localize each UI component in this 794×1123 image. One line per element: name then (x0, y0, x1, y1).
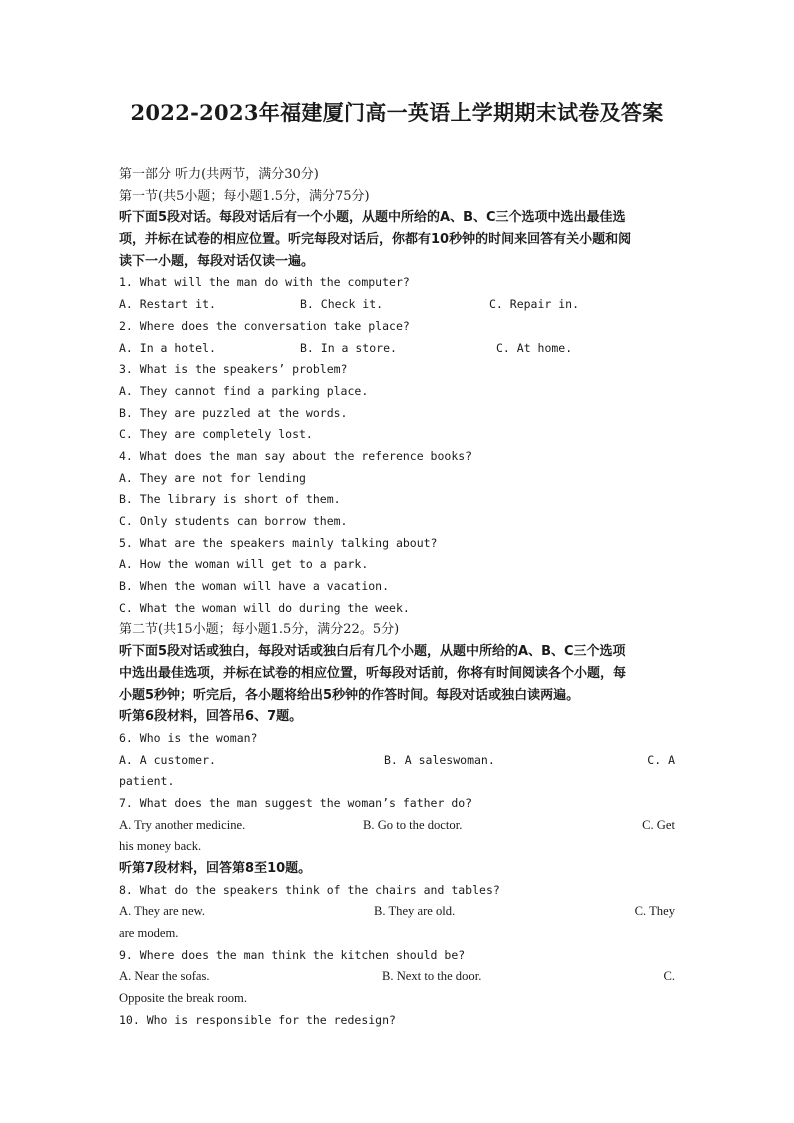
option-c: C. Only students can borrow them. (119, 514, 348, 528)
option-a: A. A customer. (119, 752, 216, 767)
option-a: A. They are new. (119, 904, 206, 919)
section2-instruction-line: 听下面5段对话或独白，每段对话或独白后有几个小题，从题中所给的A、B、C三个选项 (119, 644, 626, 660)
material-6-heading: 听第6段材料，回答吊6、7题。 (119, 709, 303, 725)
question-2-options (119, 338, 675, 360)
option-c: C. At home. (496, 340, 573, 355)
option-c: C. They are completely lost. (119, 427, 313, 442)
question-2-stem: 2. Where does the conversation take place? (119, 318, 410, 333)
option-c-continued: are modem. (119, 926, 179, 941)
option-b: B. Go to the doctor. (363, 817, 463, 832)
option-a: A. Restart it. (119, 297, 216, 312)
option-a: A. They are not for lending (119, 470, 306, 485)
question-1-stem: 1. What will the man do with the computer? (119, 275, 410, 290)
option-a: A. Near the sofas. (119, 969, 210, 984)
question-8-stem: 8. What do the speakers think of the chairs and tables? (119, 882, 500, 897)
question-4-stem: 4. What does the man say about the reference books? (119, 448, 473, 463)
section1-heading: 第一节(共5小题；每小题1.5分，满分75分) (119, 188, 370, 204)
question-9-options (119, 966, 675, 988)
document-body (119, 164, 675, 1032)
question-7-stem: 7. What does the man suggest the woman’s father do? (119, 795, 473, 810)
option-c-continued: Opposite the break room. (119, 991, 248, 1006)
option-b: B. They are puzzled at the words. (119, 405, 348, 420)
question-5-stem: 5. What are the speakers mainly talking about? (119, 535, 438, 550)
option-b: B. In a store. (300, 340, 397, 355)
question-3-stem: 3. What is the speakers’ problem? (119, 362, 348, 377)
question-10-stem: 10. Who is responsible for the redesign? (119, 1012, 396, 1027)
option-b: B. When the woman will have a vacation. (119, 579, 390, 594)
option-b: B. Next to the door. (382, 969, 482, 984)
section2-instruction-line: 小题5秒钟；听完后，各小题将给出5秒钟的作答时间。每段对话或独白读两遍。 (119, 687, 580, 703)
option-a: A. Try another medicine. (119, 817, 246, 832)
question-6-options (119, 750, 675, 772)
option-b: B. They are old. (374, 904, 456, 919)
question-7-options (119, 815, 675, 837)
page-title: 2022-2023年福建厦门高一英语上学期期末试卷及答案 (130, 100, 664, 125)
option-b: B. The library is short of them. (119, 492, 341, 507)
question-1-options (119, 294, 675, 316)
option-b: B. Check it. (300, 297, 384, 312)
option-c-continued: patient. (119, 774, 175, 789)
option-a: A. In a hotel. (119, 340, 216, 355)
section2-heading: 第二节(共15小题；每小题1.5分，满分22。5分) (119, 622, 400, 638)
option-c: C. What the woman will do during the week. (119, 600, 410, 615)
option-c: C. Get (642, 817, 675, 832)
option-c: C. (663, 969, 675, 984)
section1-instruction-line: 听下面5段对话。每段对话后有一个小题，从题中所给的A、B、C三个选项中选出最佳选 (119, 210, 626, 226)
material-7-heading: 听第7段材料，回答第8至10题。 (119, 861, 312, 876)
option-a: A. They cannot find a parking place. (119, 383, 369, 398)
option-c: C. They (634, 904, 675, 919)
option-a: A. How the woman will get to a park. (119, 557, 369, 572)
question-6-stem: 6. Who is the woman? (119, 730, 258, 745)
option-c-continued: his money back. (119, 839, 202, 854)
question-9-stem: 9. Where does the man think the kitchen should be? (119, 947, 466, 962)
option-b: B. A saleswoman. (384, 752, 495, 767)
option-c: C. Repair in. (489, 297, 580, 312)
option-c: C. A (647, 752, 675, 767)
section1-instruction-line: 项，并标在试卷的相应位置。听完每段对话后，你都有10秒钟的时间来回答有关小题和阅 (119, 232, 632, 248)
question-8-options (119, 901, 675, 923)
section1-instruction-line: 读下一小题，每段对话仅读一遍。 (119, 253, 315, 269)
part1-heading: 第一部分 听力(共两节，满分30分) (119, 167, 319, 182)
section2-instruction-line: 中选出最佳选项，并标在试卷的相应位置，听每段对话前，你将有时间阅读各个小题，每 (119, 665, 627, 681)
